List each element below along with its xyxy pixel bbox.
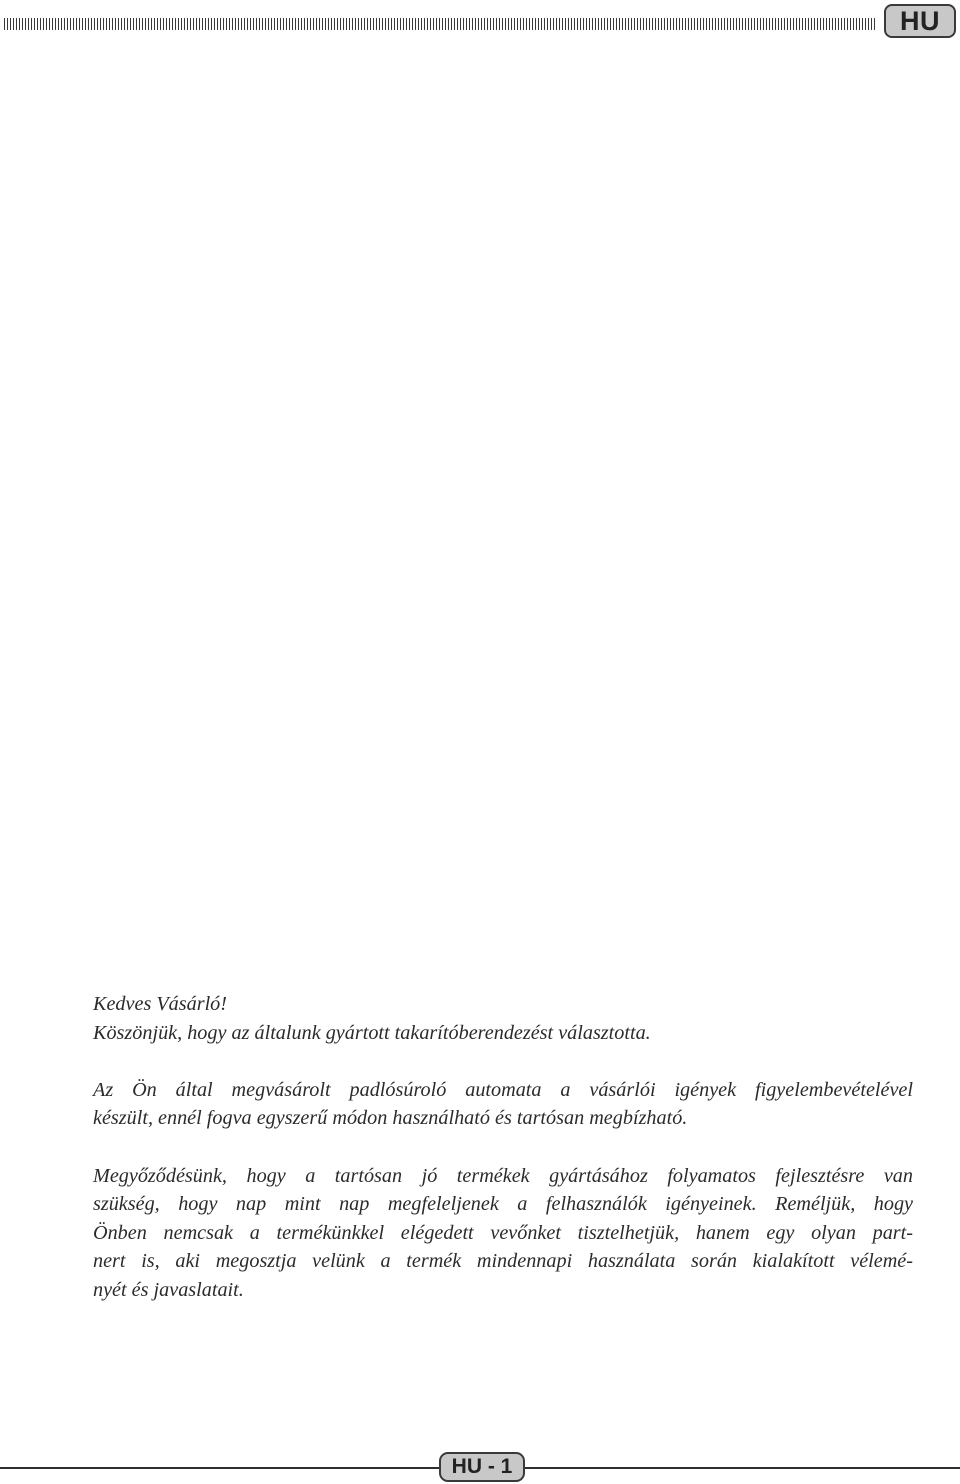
paragraph-development: [93, 1162, 913, 1305]
text-line: nert is, aki megosztja velünk a termék mindennapi használata során kialakított vélemé-: [93, 1250, 913, 1273]
text-line: Az Ön által megvásárolt padlósúroló automata a vásárlói igények figyelembevételével: [93, 1078, 913, 1101]
text-line: nyét és javaslatait.: [93, 1278, 244, 1301]
thanks-line: Köszönjük, hogy az általunk gyártott takarítóberendezést választotta.: [93, 1021, 651, 1044]
letter-opening: [93, 990, 913, 1047]
language-badge: HU: [884, 4, 956, 38]
paragraph-product: [93, 1076, 913, 1133]
header-hatch-bar: [4, 18, 876, 30]
text-line: szükség, hogy nap mint nap megfeleljenek a felhasználók igényeinek. Reméljük, hogy: [93, 1193, 913, 1216]
letter-body: [93, 990, 913, 1305]
text-line: készült, ennél fogva egyszerű módon használható és tartósan megbízható.: [93, 1107, 688, 1130]
text-line: Megyőződésünk, hogy a tartósan jó termékek gyártásához folyamatos fejlesztésre van: [93, 1164, 913, 1187]
greeting: Kedves Vásárló!: [93, 993, 227, 1015]
text-line: Önben nemcsak a termékünkkel elégedett vevőnket tisztelhetjük, hanem egy olyan part-: [93, 1221, 913, 1244]
page-number-badge: HU - 1: [439, 1452, 525, 1482]
